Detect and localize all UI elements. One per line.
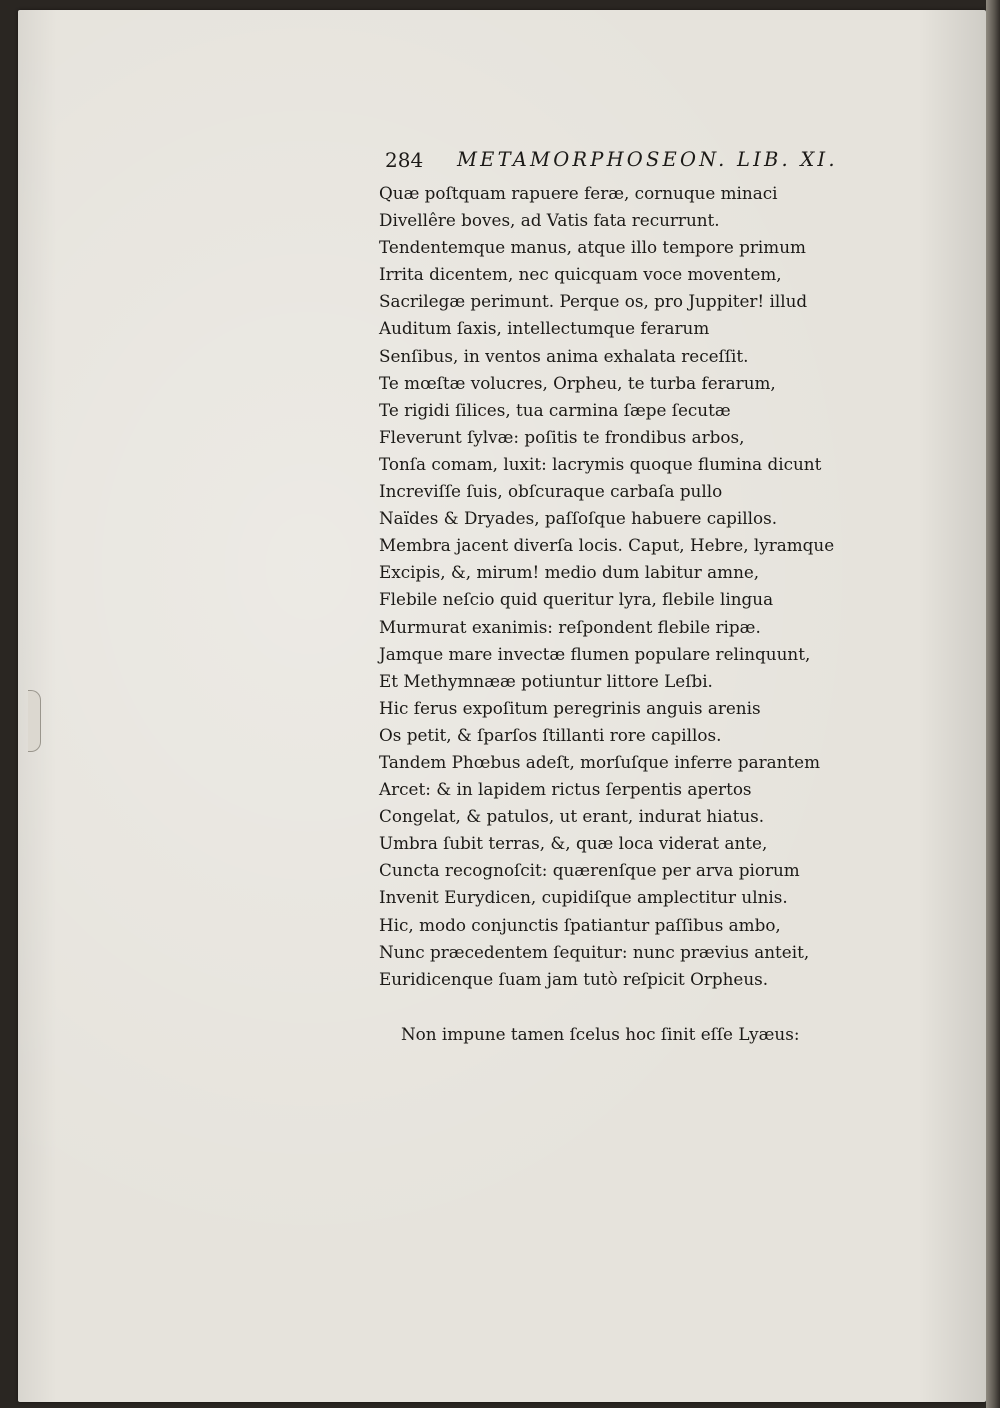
verse-line: Et Methymnææ potiuntur littore Leſbi. [379, 670, 713, 691]
page-notch [28, 690, 41, 752]
running-title: METAMORPHOSEON. LIB. XI. [457, 148, 838, 171]
verse-line: Tendentemque manus, atque illo tempore primum [379, 237, 806, 258]
page-header [373, 144, 893, 180]
verse-line: Os petit, & ſparſos ſtillanti rore capillos. [379, 724, 722, 745]
closing-verse-line: Non impune tamen ſcelus hoc ſinit eſſe Lyæus: [401, 1023, 800, 1044]
verse-line: Membra jacent diverſa locis. Caput, Hebre, lyramque [379, 535, 835, 556]
verse-line: Senſibus, in ventos anima exhalata receſſit. [379, 345, 749, 366]
verse-line: Fleverunt ſylvæ: poſitis te frondibus arbos, [379, 426, 745, 447]
verse-line: Hic, modo conjunctis ſpatiantur paſſibus ambo, [379, 914, 781, 935]
verse-line: Divellêre boves, ad Vatis fata recurrunt. [379, 210, 720, 231]
verse-line: Increviſſe ſuis, obſcuraque carbaſa pullo [379, 481, 723, 502]
verse-line: Congelat, & patulos, ut erant, indurat hiatus. [379, 806, 765, 827]
verse-line: Jamque mare invectæ flumen populare relinquunt, [379, 643, 811, 664]
verse-line: Invenit Eurydicen, cupidiſque amplectitur ulnis. [379, 887, 788, 908]
verse-list [373, 180, 893, 1048]
verse-line: Arcet: & in lapidem rictus ſerpentis apertos [379, 779, 752, 800]
verse-line: Umbra ſubit terras, &, quæ loca viderat ante, [379, 833, 768, 854]
verse-line: Murmurat exanimis: reſpondent flebile ripæ. [379, 616, 761, 637]
verse-line: Auditum ſaxis, intellectumque ferarum [379, 318, 710, 339]
verse-line: Nunc præcedentem ſequitur: nunc prævius anteit, [379, 941, 810, 962]
verse-line: Euridicenque ſuam jam tutò reſpicit Orpheus. [379, 968, 769, 989]
verse-line: Flebile neſcio quid queritur lyra, flebile lingua [379, 589, 774, 610]
verse-line: Sacrilegæ perimunt. Perque os, pro Juppiter! illud [379, 291, 808, 312]
verse-line: Cuncta recognoſcit: quærenſque per arva piorum [379, 860, 800, 881]
verse-line: Irrita dicentem, nec quicquam voce moventem, [379, 264, 782, 285]
verse-line: Tonſa comam, luxit: lacrymis quoque flumina dicunt [379, 453, 822, 474]
verse-line: Excipis, &, mirum! medio dum labitur amne, [379, 562, 760, 583]
verse-line: Te mœſtæ volucres, Orpheu, te turba ferarum, [379, 372, 776, 393]
verse-line: Hic ferus expoſitum peregrinis anguis arenis [379, 697, 761, 718]
paper-page [18, 10, 986, 1402]
verse-line: Naïdes & Dryades, paſſoſque habuere capillos. [379, 508, 778, 529]
verse-line: Tandem Phœbus adeſt, morſuſque inferre parantem [379, 751, 820, 772]
book-fore-edge [986, 0, 1000, 1408]
text-block [373, 144, 893, 1048]
verse-line: Te rigidi ſilices, tua carmina ſæpe ſecutæ [379, 399, 731, 420]
stanza-gap [373, 993, 893, 1021]
page-number: 284 [385, 148, 424, 172]
verse-line: Quæ poſtquam rapuere feræ, cornuque minaci [379, 183, 778, 203]
